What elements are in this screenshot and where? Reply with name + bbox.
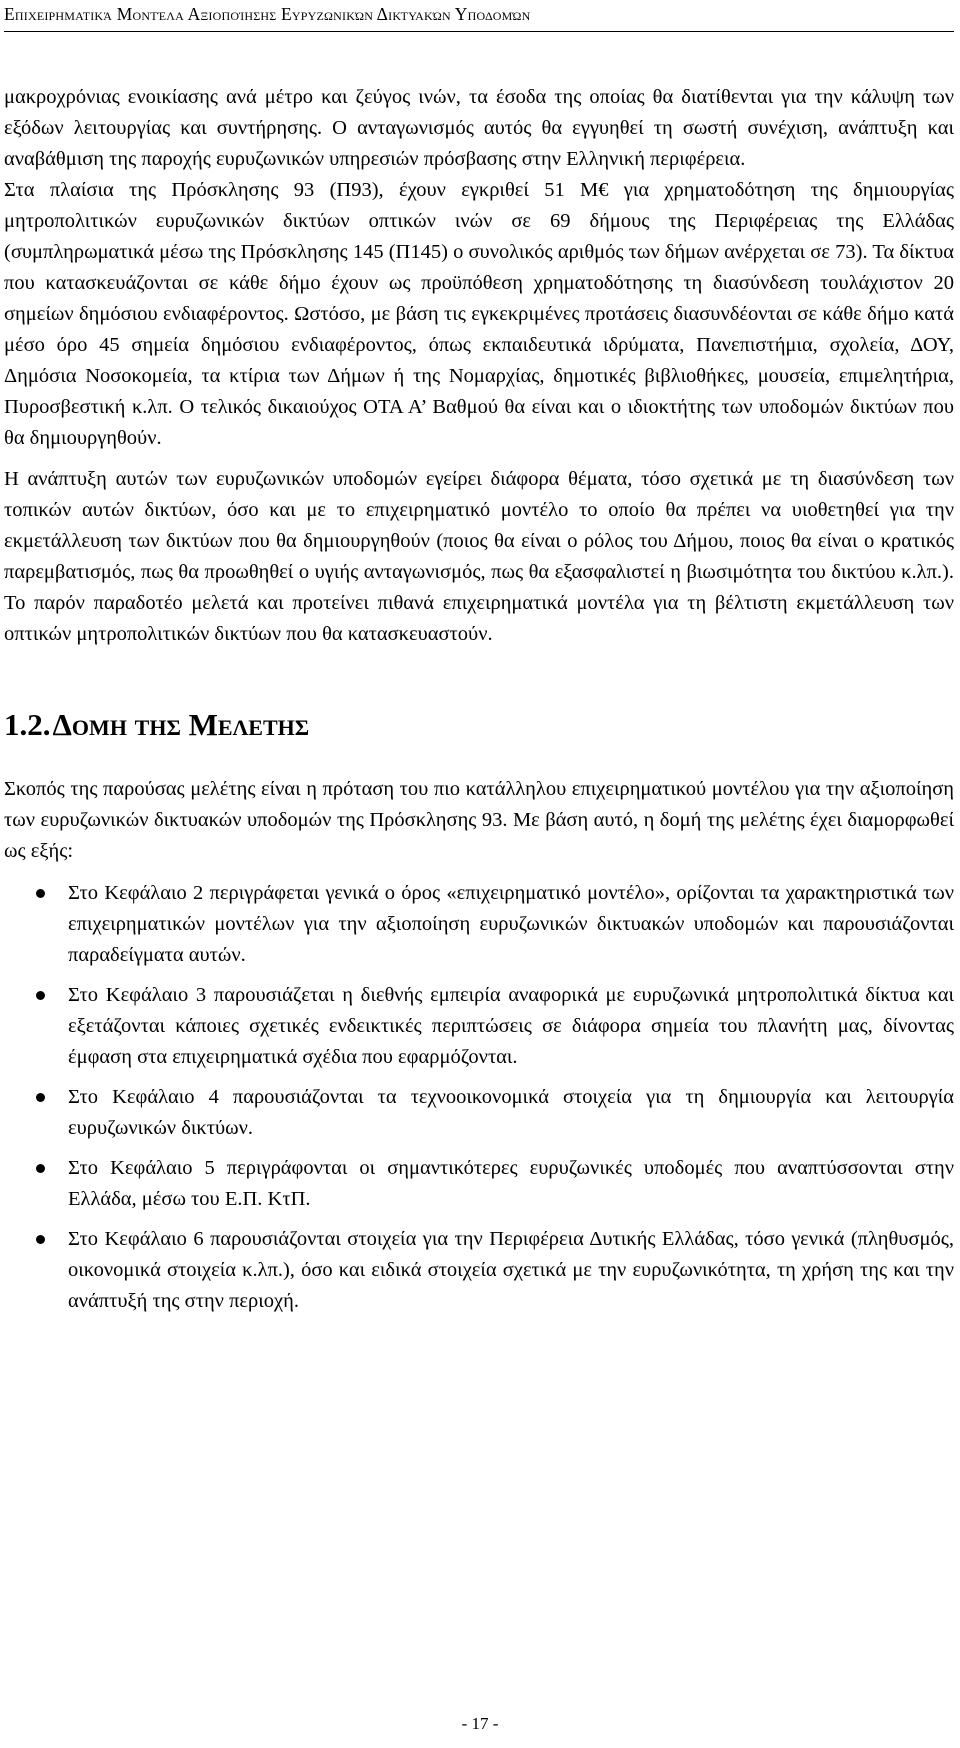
body-paragraph: μακροχρόνιας ενοικίασης ανά μέτρο και ζεύγος ινών, τα έσοδα της οποίας θα διατίθενται για την κάλυψη των εξόδων λειτουργίας και συντήρησης. Ο ανταγωνισμός αυτός θα εγγυηθεί τη σωστή συνέχιση, ανάπτυξη και αναβάθμιση της παροχής ευρυζωνικών υπηρεσιών πρόσβασης στην Ελληνική περιφέρεια. <box>4 86 954 170</box>
list-item-text: Στο Κεφάλαιο 2 περιγράφεται γενικά ο όρος «επιχειρηματικό μοντέλο», ορίζονται τα χαρακτηριστικά των επιχειρηματικών μοντέλων για την αξιοποίηση ευρυζωνικών δικτυακών υποδομών και παρουσιάζονται παραδείγματα αυτών. <box>68 882 954 966</box>
section-number: 1.2. <box>4 707 51 742</box>
list-item <box>4 1153 954 1215</box>
bullet-icon <box>36 889 45 898</box>
list-item-text: Στο Κεφάλαιο 5 περιγράφονται οι σημαντικότερες ευρυζωνικές υποδομές που αναπτύσσονται στην Ελλάδα, μέσω του Ε.Π. ΚτΠ. <box>68 1157 954 1210</box>
body-paragraph: Στα πλαίσια της Πρόσκλησης 93 (Π93), έχουν εγκριθεί 51 Μ€ για χρηματοδότηση της δημιουργίας μητροπολιτικών ευρυζωνικών δικτύων οπτικών ινών σε 69 δήμους της Περιφέρειας της Ελλάδας (συμπληρωματικά μέσω της Πρόσκλησης 145 (Π145) ο συνολικός αριθμός των δήμων ανέρχεται σε 73). Τα δίκτυα που κατασκευάζονται σε κάθε δήμο έχουν ως προϋπόθεση χρηματοδότησης τη διασύνδεση τουλάχιστον 20 σημείων δημόσιου ενδιαφέροντος. Ωστόσο, με βάση τις εγκεκριμένες προτάσεις διασυνδέονται σε κάθε δήμο κατά μέσο όρο 45 σημεία δημόσιου ενδιαφέροντος, όπως εκπαιδευτικά ιδρύματα, Πανεπιστήμια, σχολεία, ΔΟΥ, Δημόσια Νοσοκομεία, τα κτίρια των Δήμων ή της Νομαρχίας, δημοτικές βιβλιοθήκες, μουσεία, επιμελητήρια, Πυροσβεστική κ.λπ. Ο τελικός δικαιούχος ΟΤΑ Α’ Βαθμού θα είναι και ο ιδιοκτήτης των υποδομών δικτύων που θα δημιουργηθούν. <box>4 179 954 449</box>
bullet-icon <box>36 1093 45 1102</box>
body-paragraph: Η ανάπτυξη αυτών των ευρυζωνικών υποδομών εγείρει διάφορα θέματα, τόσο σχετικά με τη διασύνδεση των τοπικών αυτών δικτύων, όσο και με το επιχειρηματικό μοντέλο το οποίο θα πρέπει να υιοθετηθεί για την εκμετάλλευση των δικτύων που θα δημιουργηθούν (ποιος θα είναι ο ρόλος του Δήμου, ποιος θα είναι ο κρατικός παρεμβατισμός, πως θα προωθηθεί ο υγιής ανταγωνισμός, πως θα εξασφαλιστεί η βιωσιμότητα του δικτύου κ.λπ.). Το παρόν παραδοτέο μελετά και προτείνει πιθανά επιχειρηματικά μοντέλα για τη βέλτιστη εκμετάλλευση των οπτικών μητροπολιτικών δικτύων που θα κατασκευαστούν. <box>4 468 954 645</box>
section-heading <box>4 706 954 750</box>
list-item-text: Στο Κεφάλαιο 6 παρουσιάζονται στοιχεία για την Περιφέρεια Δυτικής Ελλάδας, τόσο γενικά (πληθυσμός, οικονομικά στοιχεία κ.λπ.), όσο και ειδικά στοιχεία σχετικά με την ευρυζωνικότητα, τη χρήση της και την ανάπτυξή της στην περιοχή. <box>68 1228 954 1312</box>
section-title: Δομη της Μελετης <box>52 707 310 742</box>
list-item <box>4 878 954 971</box>
bullet-icon <box>36 1164 45 1173</box>
section-intro: Σκοπός της παρούσας μελέτης είναι η πρόταση του πιο κατάλληλου επιχειρηματικού μοντέλου για την αξιοποίηση των ευρυζωνικών δικτυακών υποδομών της Πρόσκλησης 93. Με βάση αυτό, η δομή της μελέτης έχει διαμορφωθεί ως εξής: <box>4 778 954 862</box>
bullet-icon <box>36 991 45 1000</box>
bullet-icon <box>36 1235 45 1244</box>
page-content <box>4 82 954 1326</box>
list-item-text: Στο Κεφάλαιο 3 παρουσιάζεται η διεθνής εμπειρία αναφορικά με ευρυζωνικά μητροπολιτικά δίκτυα και εξετάζονται κάποιες σχετικές ενδεικτικές περιπτώσεις σε διάφορα σημεία του πλανήτη μας, δίνοντας έμφαση στα επιχειρηματικά σχέδια που εφαρμόζονται. <box>68 984 954 1068</box>
running-header <box>4 4 954 32</box>
running-header-title: Επιχειρηματικά Μοντέλα Αξιοποίησης Ευρυζωνικών Δικτυακών Υποδομών <box>4 4 531 24</box>
list-item-text: Στο Κεφάλαιο 4 παρουσιάζονται τα τεχνοοικονομικά στοιχεία για τη δημιουργία και λειτουργία ευρυζωνικών δικτύων. <box>68 1086 954 1139</box>
chapter-list <box>4 878 954 1317</box>
list-item <box>4 980 954 1073</box>
list-item <box>4 1082 954 1144</box>
page-number: - 17 - <box>461 1714 499 1733</box>
list-item <box>4 1224 954 1317</box>
